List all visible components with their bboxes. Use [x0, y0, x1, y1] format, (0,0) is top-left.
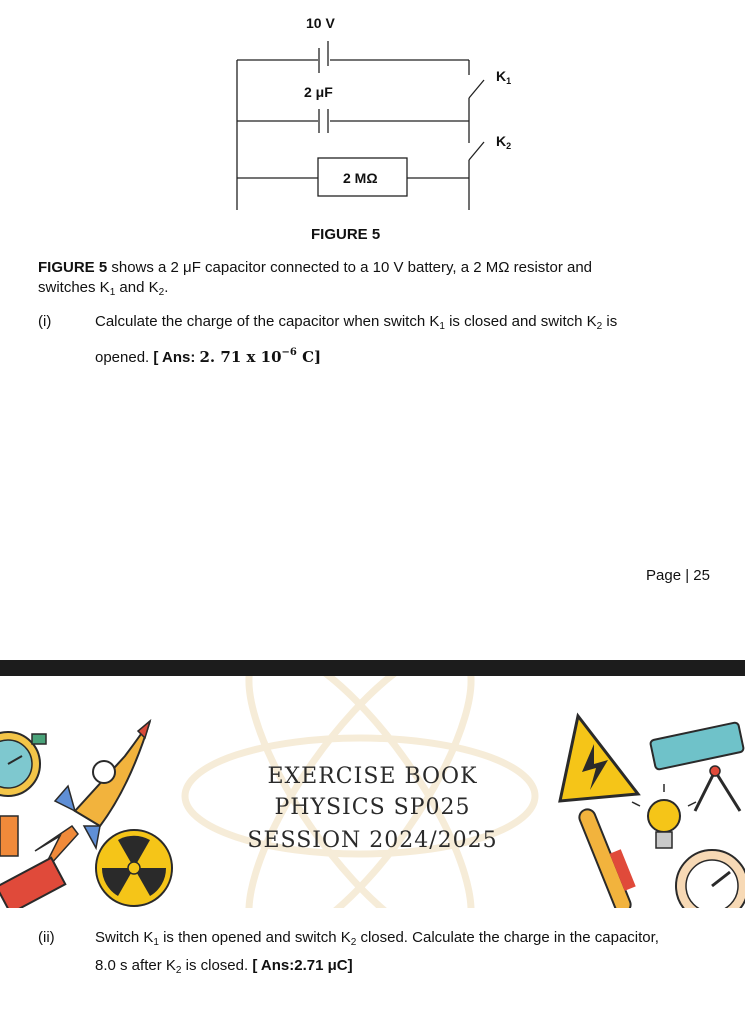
answer-i-value: 2. 71 x 10 — [199, 348, 282, 366]
answer-ii: [ Ans:2.71 μC] — [252, 957, 353, 974]
answer-i-open: [ Ans: — [153, 349, 200, 366]
figure-caption: FIGURE 5 — [311, 226, 381, 243]
banner-illustrations — [0, 676, 745, 908]
resistor-label: 2 MΩ — [343, 170, 378, 186]
intro-lead: FIGURE 5 — [38, 259, 108, 276]
switch-k1-label: $K_1$ — [496, 68, 512, 86]
question-i-line-2: opened. [ Ans: 2. 71 x $10^{-6}$ C] — [95, 347, 322, 366]
capacitor-label: 2 μF — [304, 84, 333, 100]
battery-label: 10 V — [306, 15, 335, 31]
switch-k2 — [469, 142, 484, 160]
gauge-icon — [676, 850, 745, 908]
question-i-line-1: Calculate the charge of the capacitor when switch $K_1$ is closed and switch $K_2$ is — [95, 313, 618, 332]
question-ii-number: (ii) — [38, 929, 55, 946]
question-i-number: (i) — [38, 313, 52, 330]
intro-line-2: switches $K_1$ and $K_2$. — [38, 279, 169, 298]
page-divider — [0, 660, 745, 676]
page-number: Page | 25 — [646, 567, 710, 584]
banner-title-line-2: PHYSICS SP025 — [274, 795, 471, 820]
question-ii-line-1: Switch $K_1$ is then opened and switch $K_2$ closed. Calculate the charge in the capacitor, — [95, 929, 659, 948]
battery-icon — [0, 858, 65, 908]
switch-k2-label: $K_2$ — [496, 133, 512, 151]
switch-k1 — [469, 80, 484, 98]
banner-title-line-3: SESSION 2024/2025 — [247, 828, 498, 853]
intro-line-1: FIGURE 5 shows a 2 μF capacitor connected to a 10 V battery, a 2 MΩ resistor and — [38, 259, 593, 276]
circuit-diagram — [0, 0, 745, 250]
thermometer-icon — [577, 807, 636, 908]
atom-watermark-icon — [185, 676, 535, 908]
question-ii-line-2: 8.0 s after $K_2$ is closed. [ Ans:2.71 μC] — [95, 957, 353, 976]
exercise-book-banner — [0, 676, 745, 908]
banner-title-line-1: EXERCISE BOOK — [267, 764, 478, 789]
